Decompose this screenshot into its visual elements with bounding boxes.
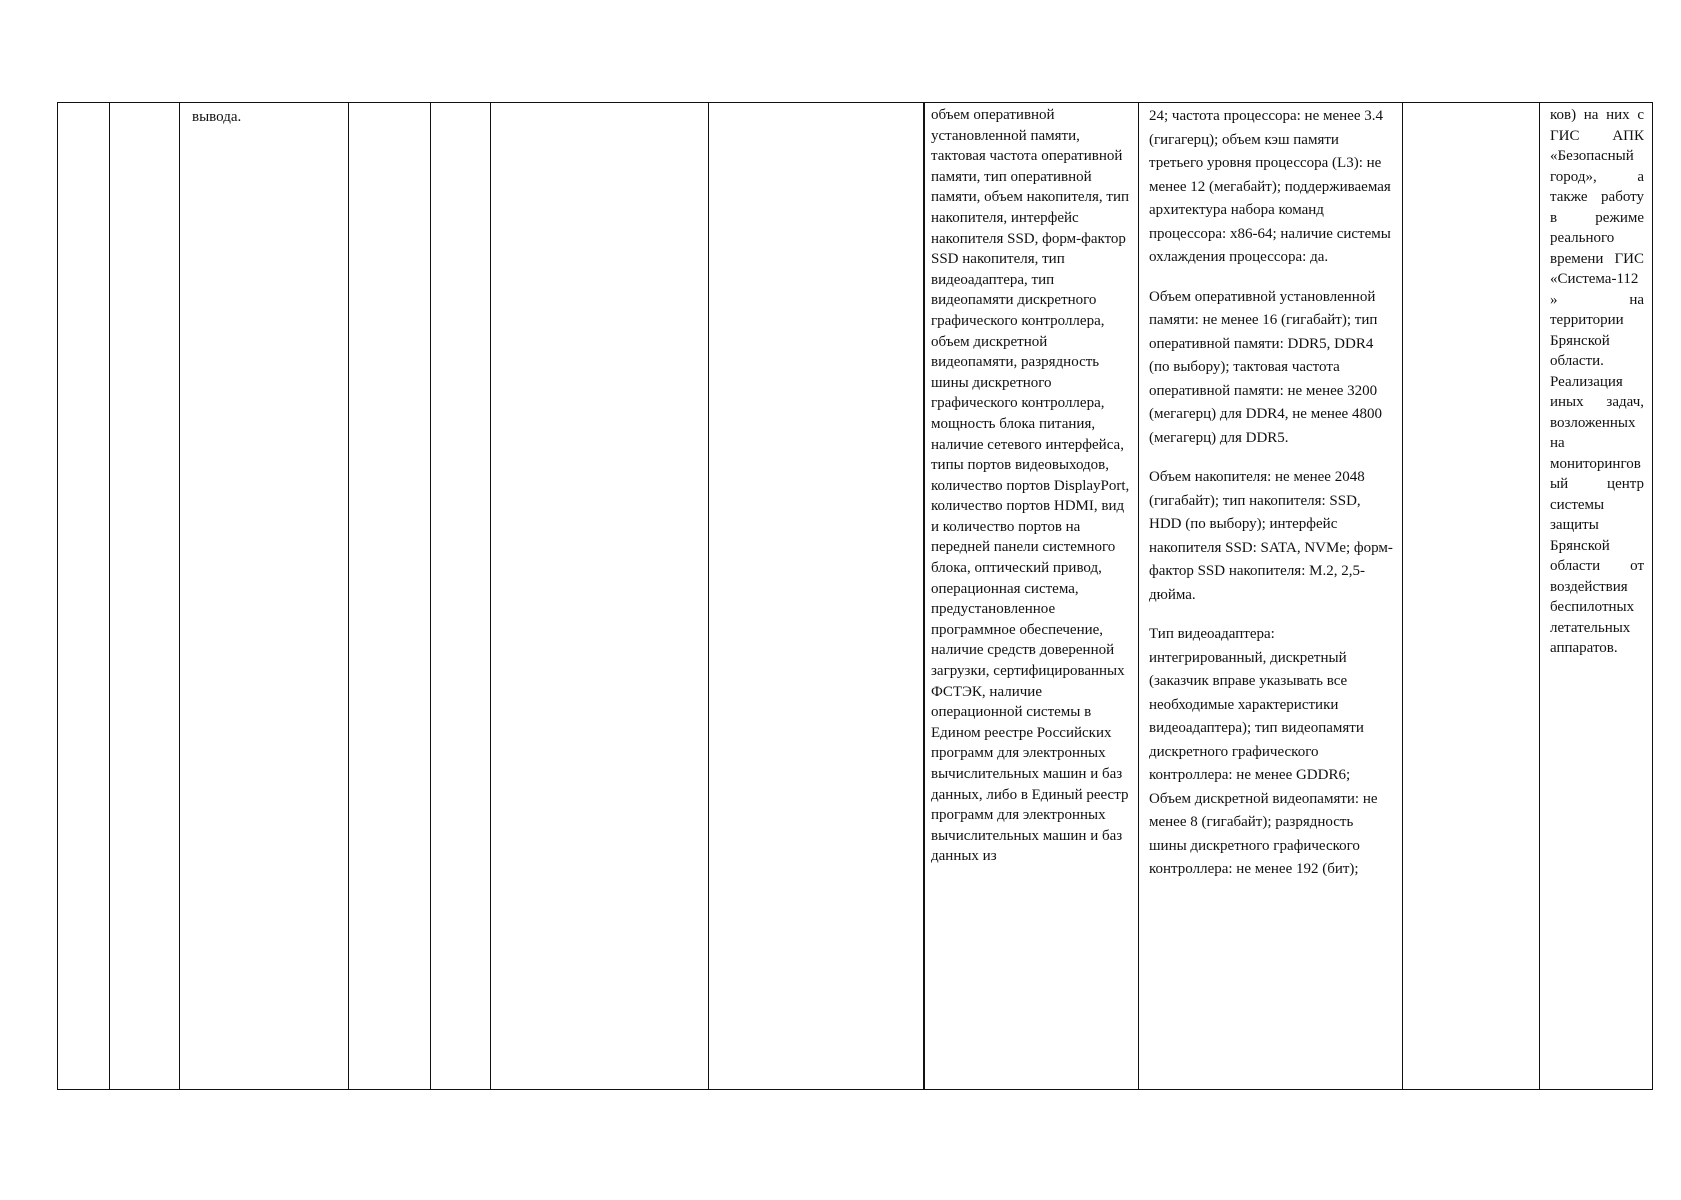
table-cell-7 <box>709 103 924 1090</box>
table-cell-11 <box>1403 103 1540 1090</box>
table-cell-1 <box>58 103 110 1090</box>
purpose-text: ков) на них с ГИС АПК «Безопасный город», а также работу в режиме реального времени ГИС «Система-112» на территории Брянской области. Реализация иных задач, возложенных на мониторинговый центр системы защиты Брянской области от воздействия беспилотных летательных аппаратов. <box>1550 107 1644 656</box>
values-paragraph-cpu: 24; частота процессора: не менее 3.4 (гигагерц); объем кэш памяти третьего уровня процессора (L3): не менее 12 (мегабайт); поддерживаемая архитектура набора команд процессора: x86-64; наличие системы охлаждения процессора: да. <box>1149 108 1391 265</box>
table-cell-2 <box>110 103 180 1090</box>
table-cell-3 <box>180 103 349 1090</box>
values-paragraph-storage: Объем накопителя: не менее 2048 (гигабайт); тип накопителя: SSD, HDD (по выбору); интерфейс накопителя SSD: SATA, NVMe; форм-фактор SSD накопителя: M.2, 2,5-дюйма. <box>1149 469 1393 603</box>
table-cell-5 <box>431 103 491 1090</box>
table-cell-values <box>1139 103 1403 1090</box>
characteristics-list-text: объем оперативной установленной памяти, тактовая частота оперативной памяти, тип оперативной памяти, объем накопителя, тип накопителя, интерфейс накопителя SSD, форм-фактор SSD накопителя, тип видеоадаптера, тип видеопамяти дискретного графического контроллера, объем дискретной видеопамяти, разрядность шины дискретного графического контроллера, мощность блока питания, наличие сетевого интерфейса, типы портов видеовыходов, количество портов DisplayPort, количество портов HDMI, вид и количество портов на передней панели системного блока, оптический привод, операционная система, предустановленное программное обеспечение, наличие средств доверенной загрузки, сертифицированных ФСТЭК, наличие операционной системы в Едином реестре Российских программ для электронных вычислительных машин и баз данных, либо в Единый реестр программ для электронных вычислительных машин и баз данных из <box>931 107 1130 865</box>
table-cell-purpose <box>1540 103 1653 1090</box>
specification-table <box>57 102 1653 1090</box>
cell-text-output: вывода. <box>192 109 242 125</box>
table-cell-4 <box>349 103 431 1090</box>
table-cell-characteristics <box>925 103 1139 1090</box>
table-row <box>58 103 1653 1090</box>
table-cell-6 <box>491 103 709 1090</box>
values-paragraph-video: Тип видеоадаптера: интегрированный, дискретный (заказчик вправе указывать все необходимые характеристики видеоадаптера); тип видеопамяти дискретного графического контроллера: не менее GDDR6; Объем дискретной видеопамяти: не менее 8 (гигабайт); разрядность шины дискретного графического контроллера: не менее 192 (бит); <box>1149 626 1378 877</box>
values-paragraph-ram: Объем оперативной установленной памяти: не менее 16 (гигабайт); тип оперативной памяти: DDR5, DDR4 (по выбору); тактовая частота оперативной памяти: не менее 3200 (мегагерц) для DDR4, не менее 4800 (мегагерц) для DDR5. <box>1149 288 1382 446</box>
